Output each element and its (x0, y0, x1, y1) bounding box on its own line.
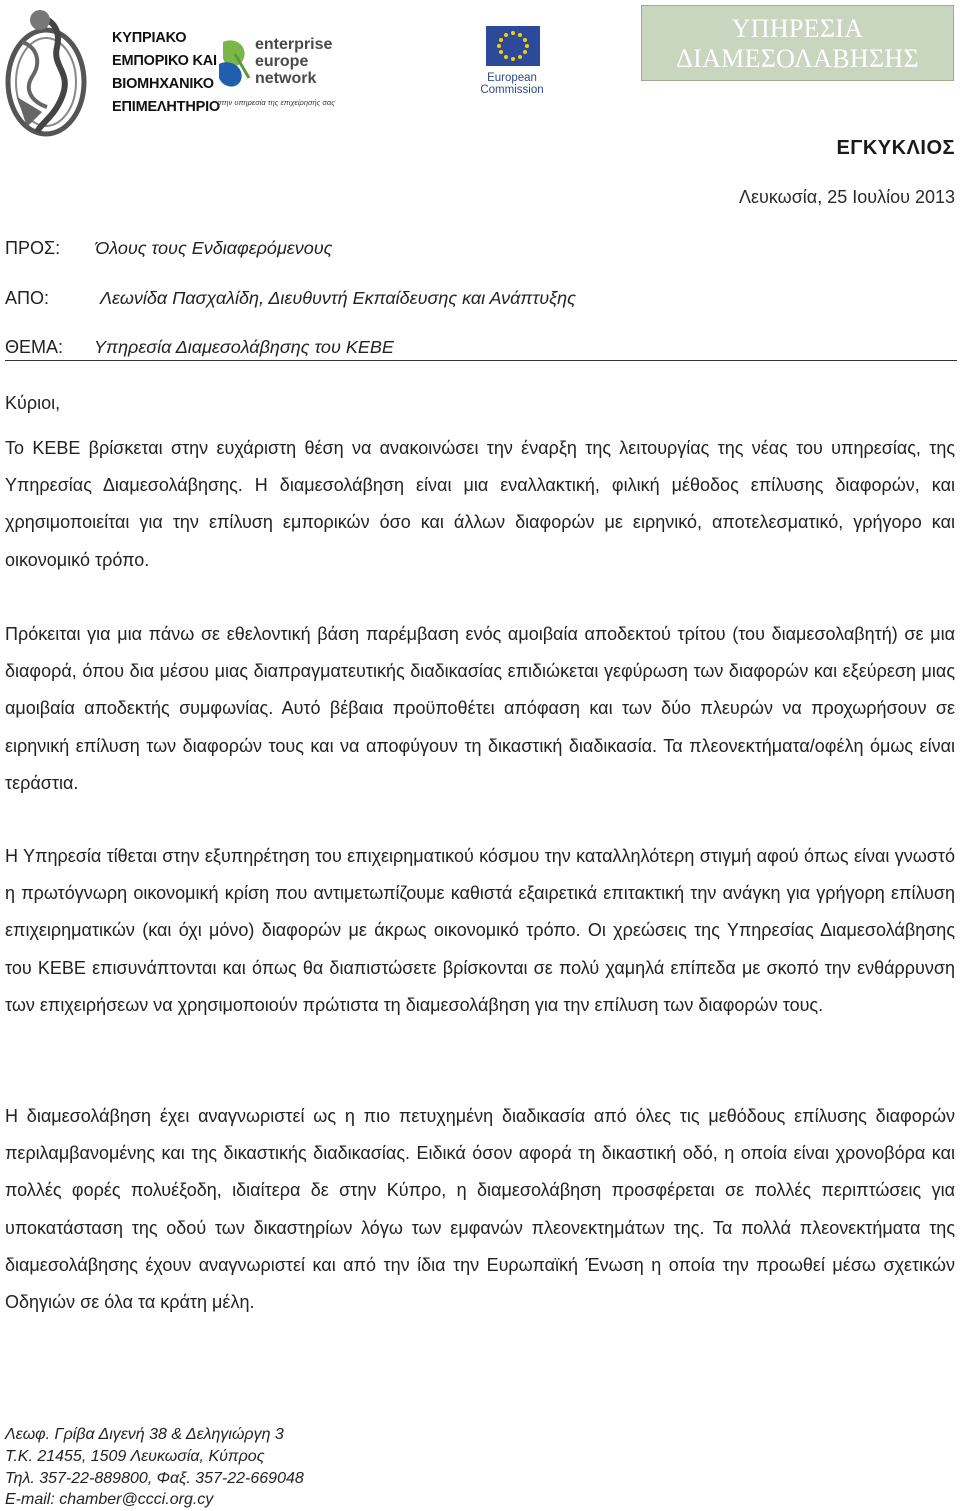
from-label: ΑΠΟ: (5, 288, 50, 308)
footer-line-4: E-mail: chamber@ccci.org.cy (5, 1491, 214, 1509)
body-paragraph-1: Το ΚΕΒΕ βρίσκεται στην ευχάριστη θέση να ανακοινώσει την έναρξη της λειτουργίας της νέας του υπηρεσίας, της Υπηρεσίας Διαμεσολάβησης. Η διαμεσολάβηση είναι μια εναλλακτική, φιλική μέθοδος επίλυσης διαφορών, και χρησιμοποιείται για την επίλυση εμπορικών όσο και άλλων διαφορών με ειρηνικό, αποτελεσματικό, γρήγορο και οικονομικό τρόπο. (5, 438, 955, 570)
ec-line-2: Commission (480, 84, 544, 96)
kebe-name-line-2: ΕΜΠΟΡΙΚΟ ΚΑΙ (112, 53, 217, 69)
een-line-1: enterprise (255, 36, 333, 53)
een-line-3: network (255, 70, 317, 87)
document-date: Λευκωσία, 25 Ιουλίου 2013 (738, 187, 955, 207)
ec-line-1: European (487, 72, 537, 84)
from-value: Λεωνίδα Πασχαλίδη, Διευθυντή Εκπαίδευσης και Ανάπτυξης (100, 288, 576, 308)
footer-line-2: Τ.Κ. 21455, 1509 Λευκωσία, Κύπρος (5, 1447, 265, 1465)
subject-value: Υπηρεσία Διαμεσολάβησης του ΚΕΒΕ (94, 337, 394, 357)
body-paragraph-2: Πρόκειται για μια πάνω σε εθελοντική βάση παρέμβαση ενός αμοιβαία αποδεκτού τρίτου (του διαμεσολαβητή) σε μια διαφορά, όπου δια μέσου μιας διαπραγματευτικής διαδικασίας επιδιώκεται γεφύρωση των διαφορών και εξεύρεση μιας αμοιβαία αποδεκτής συμφωνίας. Αυτό βέβαια προϋποθέτει απόφαση και των δύο πλευρών να προχωρήσουν σε ειρηνική επίλυση των διαφορών τους και να αποφύγουν τη δικαστική διαδικασία. Τα πλεονεκτήματα/οφέλη όμως είναι τεράστια. (5, 624, 955, 793)
subject-label: ΘΕΜΑ: (5, 337, 64, 357)
kebe-name-line-3: ΒΙΟΜΗΧΑΝΙΚΟ (112, 76, 214, 92)
kebe-name-line-1: ΚΥΠΡΙΑΚΟ (112, 30, 187, 46)
eu-flag-icon (468, 24, 558, 72)
salutation: Κύριοι, (5, 393, 61, 413)
footer-line-1: Λεωφ. Γρίβα Διγενή 38 & Δεληγιώργη 3 (5, 1426, 284, 1443)
enterprise-europe-network-logo (215, 34, 355, 112)
to-value: Όλους τους Ενδιαφερόμενους (95, 238, 333, 258)
body-paragraph-4: Η διαμεσολάβηση έχει αναγνωριστεί ως η πιο πετυχημένη διαδικασία από όλες τις μεθόδους επίλυσης διαφορών περιλαμβανομένης και της δικαστικής διαδικασίας. Ειδικά όσον αφορά τη δικαστική οδό, η οποία είναι χρονοβόρα και πολλές φορές πολυέξοδη, ιδιαίτερα δε στην Κύπρο, η διαμεσολάβηση προσφέρεται σε πολλές περιπτώσεις για υποκατάσταση της οδού των δικαστηρίων λόγω των εμφανών πλεονεκτημάτων της. Τα πολλά πλεονεκτήματα της διαμεσολάβησης έχουν αναγνωριστεί και από την ίδια την Ευρωπαϊκή Ένωση η οποία την προωθεί μέσω σχετικών Οδηγιών σε όλα τα κράτη μέλη. (5, 1106, 955, 1313)
een-mark-icon (215, 34, 253, 94)
kebe-seal-logo (2, 2, 102, 140)
service-title-box (641, 5, 954, 81)
document-type: ΕΓΚΥΚΛΙΟΣ (836, 137, 955, 159)
service-title: ΥΠΗΡΕΣΙΑ ΔΙΑΜΕΣΟΛΑΒΗΣΗΣ (676, 14, 919, 73)
to-label: ΠΡΟΣ: (5, 238, 61, 258)
kebe-name-block (112, 27, 220, 119)
footer-address (5, 1424, 304, 1511)
kebe-name-line-4: ΕΠΙΜΕΛΗΤΗΡΙΟ (112, 99, 220, 115)
een-line-2: europe (255, 53, 309, 70)
european-commission-logo (468, 24, 558, 104)
body-paragraph-3: Η Υπηρεσία τίθεται στην εξυπηρέτηση του επιχειρηματικού κόσμου την καταλληλότερη στιγμή αφού όπως είναι γνωστό η πρωτόγνωρη οικονομική κρίση που αντιμετωπίζουμε καθιστά εξαιρετικά επιτακτική την ανάγκη για γρήγορη επίλυση επιχειρηματικών (και όχι μόνο) διαφορών με άκρως οικονομικό τρόπο. Οι χρεώσεις της Υπηρεσίας Διαμεσολάβησης του ΚΕΒΕ επισυνάπτονται και όπως θα διαπιστώσετε βρίσκονται σε πολύ χαμηλά επίπεδα με σκοπό την ενθάρρυνση των επιχειρήσεων να χρησιμοποιούν πρώτιστα τη διαμεσολάβηση για την επίλυση των διαφορών τους. (5, 846, 955, 1015)
een-tagline: στην υπηρεσία της επιχείρησής σας (217, 98, 335, 107)
subject-divider (5, 360, 957, 361)
footer-line-3: Τηλ. 357-22-889800, Φαξ. 357-22-669048 (5, 1469, 304, 1487)
